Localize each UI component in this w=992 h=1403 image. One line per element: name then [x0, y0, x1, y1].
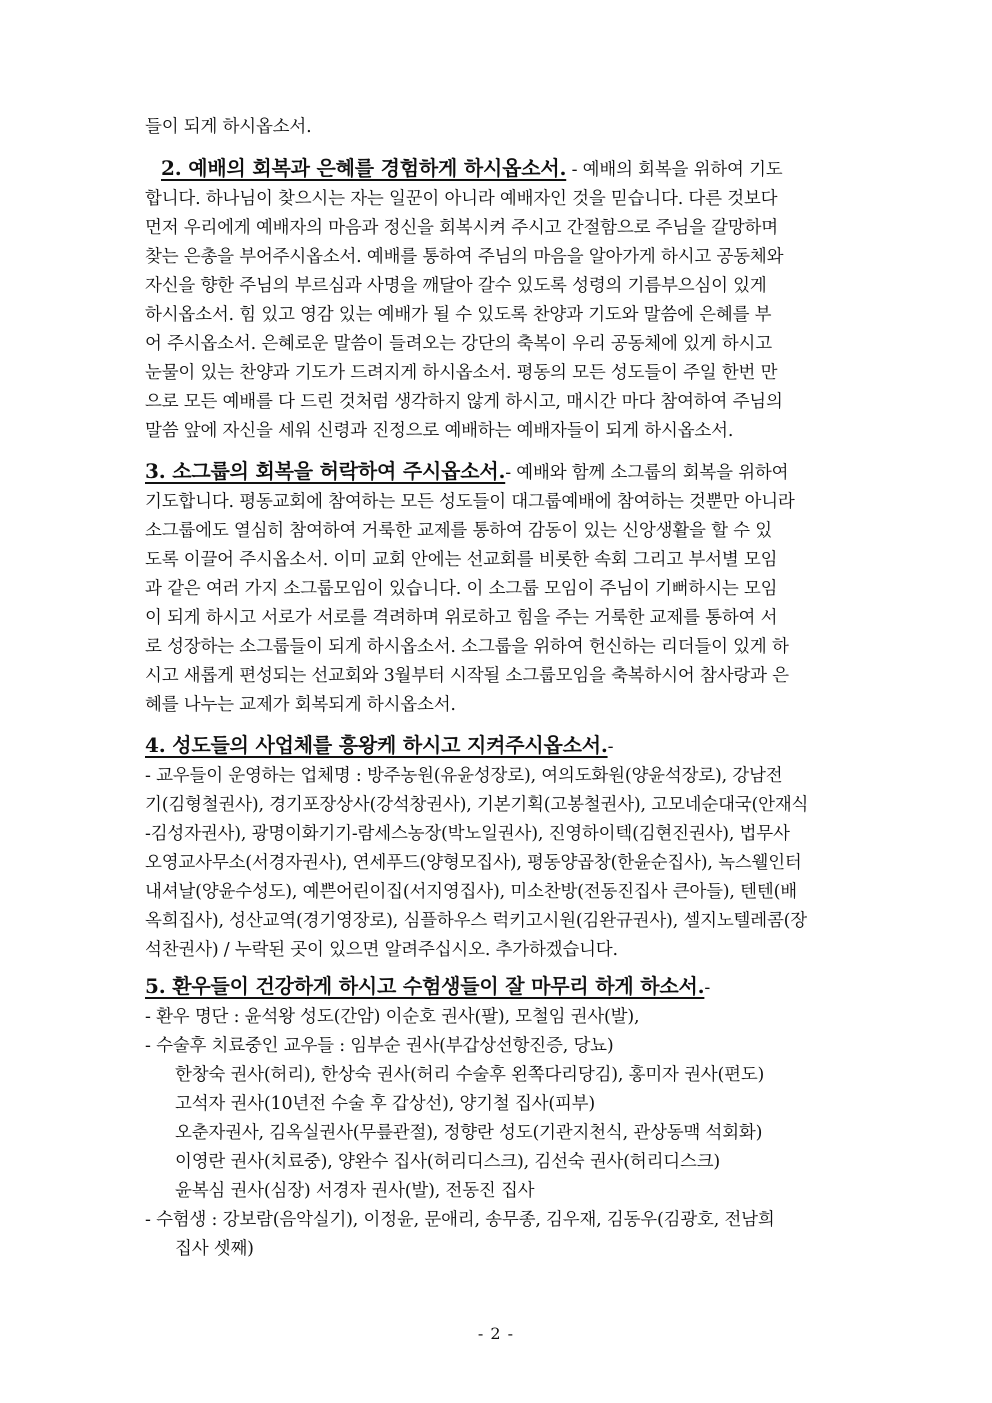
- section-2-lead: - 예배의 회복을 위하여 기도: [566, 160, 783, 180]
- section-4-body-line: 내셔날(양윤수성도), 예쁜어린이집(서지영집사), 미소찬방(전동진집사 큰아들), 텐텐(배: [145, 882, 797, 902]
- students-list-cont: 집사 셋째): [175, 1239, 254, 1259]
- surgery-patient-line: 한창숙 권사(허리), 한상숙 권사(허리 수술후 왼쪽다리당김), 홍미자 권사(편도): [175, 1065, 765, 1085]
- section-4-first-line: [145, 731, 853, 762]
- section-4: [145, 731, 853, 965]
- section-3-body-line: 소그룹에도 열심히 참여하여 거룩한 교제를 통하여 감동이 있는 신앙생활을 할 수 있: [145, 521, 772, 541]
- surgery-patient-line: 윤복심 권사(심장) 서경자 권사(발), 전동진 집사: [175, 1181, 535, 1201]
- section-5-lead: -: [704, 978, 711, 998]
- section-3-body-line: 혜를 나누는 교제가 회복되게 하시옵소서.: [145, 695, 456, 715]
- section-3-body-line: 이 되게 하시고 서로가 서로를 격려하며 위로하고 힘을 주는 거룩한 교제를 통하여 서: [145, 608, 778, 628]
- section-3-body-line: 도록 이끌어 주시옵소서. 이미 교회 안에는 선교회를 비롯한 속회 그리고 부서별 모임: [145, 550, 778, 570]
- section-2-body-line: 찾는 은총을 부어주시옵소서. 예배를 통하여 주님의 마음을 알아가게 하시고 공동체와: [145, 247, 784, 267]
- surgery-patient-line: 오춘자권사, 김옥실권사(무릎관절), 정향란 성도(기관지천식, 관상동맥 석회화): [175, 1123, 763, 1143]
- surgery-patient-line: 이영란 권사(치료중), 양완수 집사(허리디스크), 김선숙 권사(허리디스크): [175, 1152, 721, 1172]
- section-3-body-line: 기도합니다. 평동교회에 참여하는 모든 성도들이 대그룹예배에 참여하는 것뿐만 아니라: [145, 492, 795, 512]
- section-2: [145, 154, 853, 446]
- section-5-first-line: [145, 972, 853, 1003]
- section-4-body-line: 옥희집사), 성산교역(경기영장로), 심플하우스 럭키고시원(김완규권사), 셀지노텔레콤(장: [145, 911, 807, 931]
- section-4-lead: -: [607, 737, 614, 757]
- section-2-body-line: 하시옵소서. 힘 있고 영감 있는 예배가 될 수 있도록 찬양과 기도와 말씀에 은혜를 부: [145, 305, 772, 325]
- surgery-patients-list: [145, 1061, 853, 1206]
- section-5-heading: 5. 환우들이 건강하게 하시고 수험생들이 잘 마무리 하게 하소서.: [145, 974, 705, 998]
- section-2-body-line: 으로 모든 예배를 다 드린 것처럼 생각하지 않게 하시고, 매시간 마다 참여하여 주님의: [145, 392, 783, 412]
- section-2-body-line: 말씀 앞에 자신을 세워 신령과 진정으로 예배하는 예배자들이 되게 하시옵소서.: [145, 421, 734, 441]
- section-4-body-line: -김성자권사), 광명이화기기-람세스농장(박노일권사), 진영하이텍(김현진권사), 법무사: [145, 824, 790, 844]
- section-2-body-line: 자신을 향한 주님의 부르심과 사명을 깨달아 갈수 있도록 성령의 기름부으심이 있게: [145, 276, 767, 296]
- section-4-body-line: 기(김형철권사), 경기포장상사(강석창권사), 기본기획(고봉철권사), 고모네순대국(안재식: [145, 795, 809, 815]
- page-number: - 2 -: [477, 1324, 515, 1343]
- section-3-body-line: 로 성장하는 소그룹들이 되게 하시옵소서. 소그룹을 위하여 헌신하는 리더들이 있게 하: [145, 637, 789, 657]
- section-2-heading: 2. 예배의 회복과 은혜를 경험하게 하시옵소서.: [161, 156, 567, 180]
- intro-tail-text: 들이 되게 하시옵소서.: [145, 117, 312, 137]
- section-4-body-line: 석찬권사) / 누락된 곳이 있으면 알려주십시오. 추가하겠습니다.: [145, 940, 618, 960]
- section-4-body-line: 오영교사무소(서경자권사), 연세푸드(양형모집사), 평동양곱창(한윤순집사), 녹스웰인터: [145, 853, 802, 873]
- section-2-body-line: 먼저 우리에게 예배자의 마음과 정신을 회복시켜 주시고 간절함으로 주님을 갈망하며: [145, 218, 778, 238]
- students-list: - 수험생 : 강보람(음악실기), 이정윤, 문애리, 송무종, 김우재, 김동우(김광호, 전남희: [145, 1210, 775, 1230]
- surgery-patient-line: 고석자 권사(10년전 수술 후 갑상선), 양기철 집사(피부): [175, 1094, 596, 1114]
- patients-list: - 환우 명단 : 윤석왕 성도(간암) 이순호 권사(팔), 모철임 권사(발),: [145, 1007, 640, 1027]
- section-3-body-line: 과 같은 여러 가지 소그룹모임이 있습니다. 이 소그룹 모임이 주님이 기뻐하시는 모임: [145, 579, 778, 599]
- section-4-body-line: - 교우들이 운영하는 업체명 : 방주농원(유윤성장로), 여의도화원(양윤석장로), 강남전: [145, 766, 783, 786]
- section-3-lead: - 예배와 함께 소그룹의 회복을 위하여: [505, 463, 789, 483]
- section-2-body-line: 합니다. 하나님이 찾으시는 자는 일꾼이 아니라 예배자인 것을 믿습니다. 다른 것보다: [145, 189, 778, 209]
- section-2-first-line: [145, 154, 853, 185]
- section-2-body-line: 눈물이 있는 찬양과 기도가 드려지게 하시옵소서. 평동의 모든 성도들이 주일 한번 만: [145, 363, 778, 383]
- section-3: [145, 457, 853, 720]
- section-2-body-line: 어 주시옵소서. 은혜로운 말씀이 들려오는 강단의 축복이 우리 공동체에 있게 하시고: [145, 334, 772, 354]
- section-5: [145, 972, 853, 1264]
- section-3-heading: 3. 소그룹의 회복을 허락하여 주시옵소서.: [145, 459, 506, 483]
- surgery-patients-intro: - 수술후 치료중인 교우들 : 임부순 권사(부갑상선항진증, 당뇨): [145, 1036, 614, 1056]
- section-4-heading: 4. 성도들의 사업체를 흥왕케 하시고 지켜주시옵소서.: [145, 733, 608, 757]
- intro-tail-paragraph: [145, 113, 853, 142]
- section-3-body-line: 시고 새롭게 편성되는 선교회와 3월부터 시작될 소그룹모임을 축복하시어 참사랑과 은: [145, 666, 789, 686]
- section-3-first-line: [145, 457, 853, 488]
